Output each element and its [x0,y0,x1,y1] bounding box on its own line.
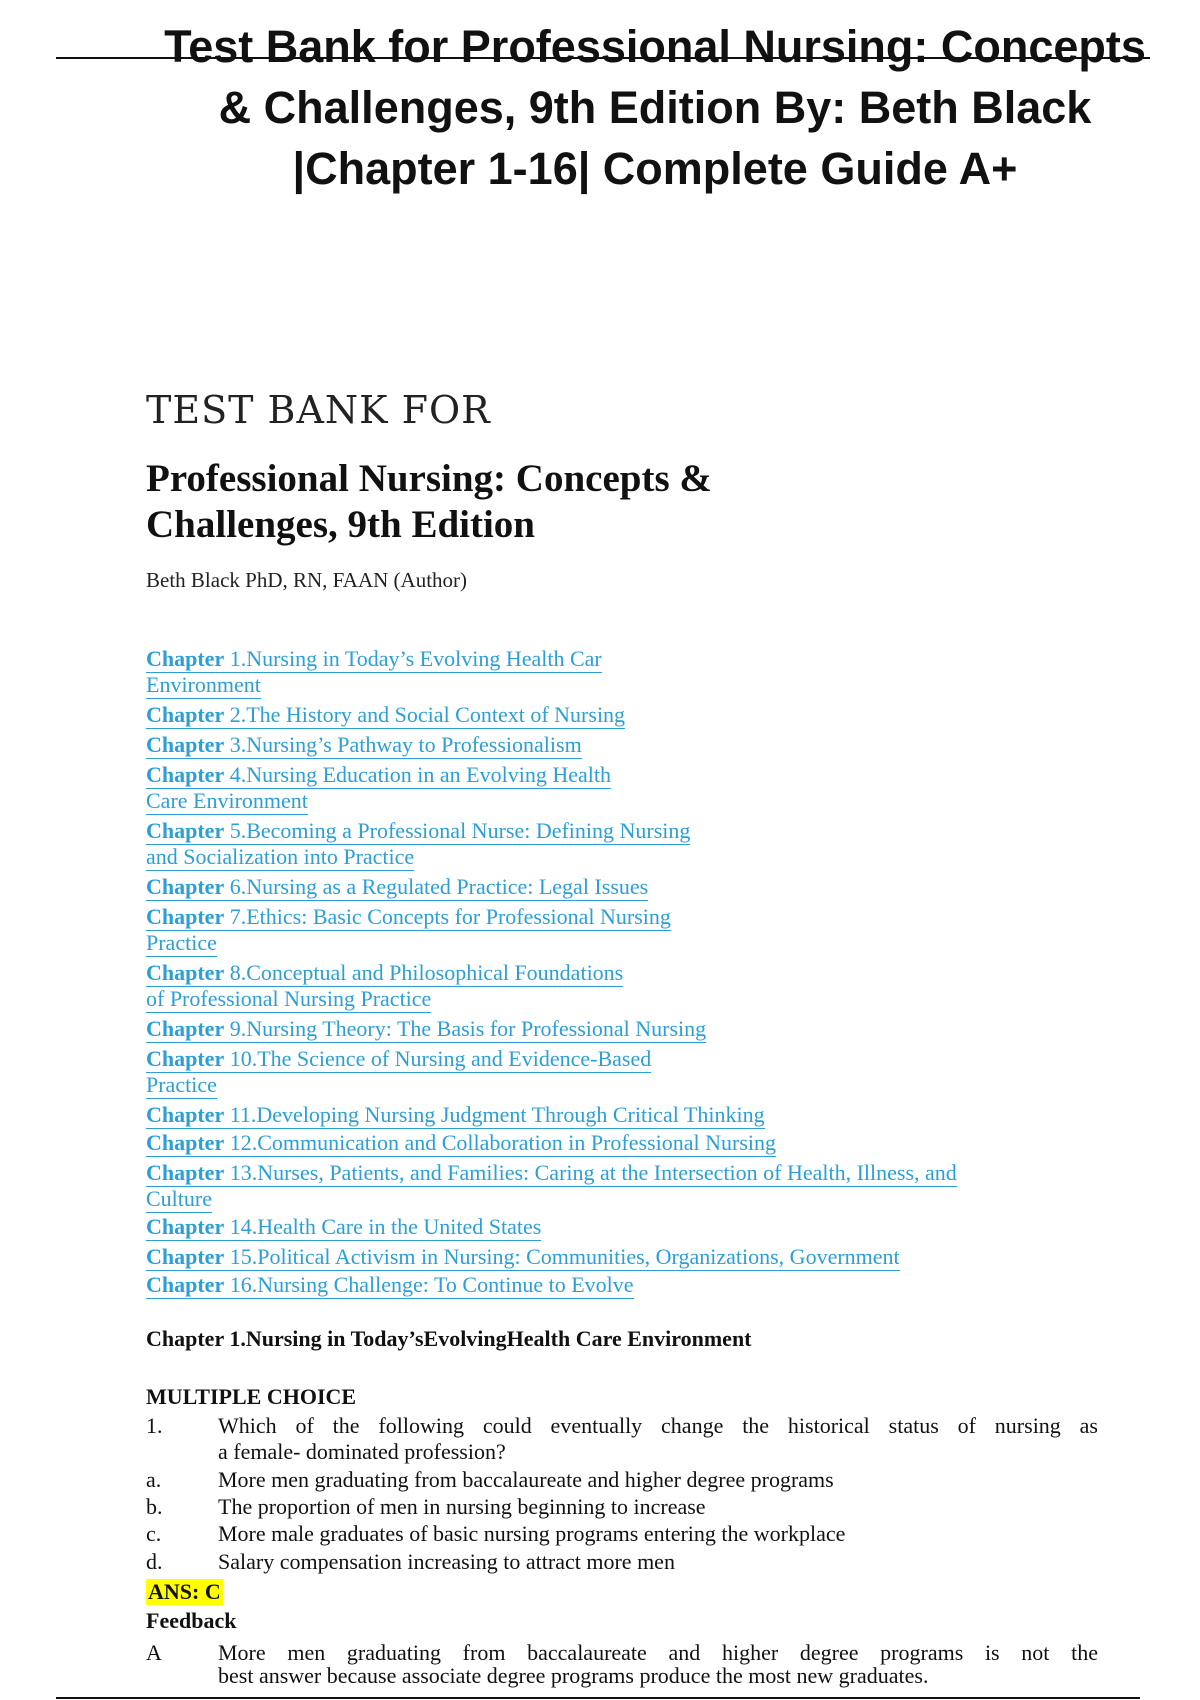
toc-title-text: and Socialization into Practice [146,844,415,869]
toc-link-line [146,1214,1046,1240]
feedback-label: A [146,1640,162,1665]
toc-title-text: 4.Nursing Education in an Evolving Health [229,762,611,787]
toc-link-text [146,1244,900,1271]
book-title [146,456,712,548]
toc-title-text: Practice [146,930,217,955]
toc-link-line [146,986,1046,1012]
toc-link-line [146,1186,1046,1212]
toc-link-chapter-2[interactable] [146,702,1046,728]
option-label: c. [146,1521,162,1546]
toc-chapter-word: Chapter [146,1130,225,1155]
toc-chapter-word: Chapter [146,1244,225,1269]
toc-chapter-word: Chapter [146,1102,225,1127]
question-text-cont [218,1439,1098,1465]
toc-link-text [146,1160,957,1187]
toc-title-text: Environment [146,672,261,697]
toc-title-text: 10.The Science of Nursing and Evidence-Based [229,1046,652,1071]
toc-title-text: 15.Political Activism in Nursing: Communities, Organizations, Government [229,1244,900,1269]
toc-link-chapter-15[interactable] [146,1244,1046,1270]
toc-chapter-word: Chapter [146,1272,225,1297]
toc-link-text [146,762,611,789]
toc-link-text [146,1016,706,1043]
option-label: a. [146,1467,162,1492]
toc-chapter-word: Chapter [146,874,225,899]
toc-link-line [146,1244,1046,1270]
toc-link-text [146,1102,765,1129]
toc-link-text [146,732,582,759]
answer-badge: ANS: C [148,1579,221,1604]
toc-link-text [146,672,261,699]
toc-link-line [146,1072,1046,1098]
feedback-text-cont [218,1663,1098,1689]
toc-title-text: 2.The History and Social Context of Nursing [229,702,626,727]
toc-link-chapter-14[interactable] [146,1214,1046,1240]
toc-title-text: 16.Nursing Challenge: To Continue to Evolve [229,1272,634,1297]
toc-link-text [146,1072,217,1099]
toc-link-chapter-5[interactable] [146,818,1046,870]
toc-title-text: 1.Nursing in Today’s Evolving Health Car [229,646,602,671]
toc-title-text: 12.Communication and Collaboration in Professional Nursing [229,1130,776,1155]
section-heading: MULTIPLE CHOICE [146,1384,357,1409]
toc-link-line [146,818,1046,844]
header-title-line: Test Bank for Professional Nursing: Concepts [164,21,1146,72]
question-number: 1. [146,1413,163,1438]
toc-chapter-word: Chapter [146,1214,225,1239]
toc-link-chapter-7[interactable] [146,904,1046,956]
toc-link-chapter-10[interactable] [146,1046,1046,1098]
toc-link-text [146,702,625,729]
toc-link-text [146,1130,776,1157]
toc-link-line [146,1016,1046,1042]
toc-chapter-word: Chapter [146,702,225,727]
feedback-heading: Feedback [146,1608,237,1633]
toc-link-line [146,1272,1046,1298]
toc-link-line [146,904,1046,930]
toc-title-text: 8.Conceptual and Philosophical Foundations [229,960,624,985]
toc-chapter-word: Chapter [146,1046,225,1071]
toc-link-line [146,1130,1046,1156]
option-text [218,1549,1098,1575]
toc-link-text [146,1046,651,1073]
toc-link-text [146,930,217,957]
header-title-line: & Challenges, 9th Edition By: Beth Black [218,82,1092,133]
toc-link-text [146,904,671,931]
option-line: More men graduating from baccalaureate and higher degree programs [218,1467,834,1492]
toc-link-line [146,672,1046,698]
toc-link-chapter-1[interactable] [146,646,1046,698]
toc-link-chapter-11[interactable] [146,1102,1046,1128]
toc-link-line [146,702,1046,728]
toc-link-line [146,930,1046,956]
toc-link-chapter-13[interactable] [146,1160,1046,1212]
toc-title-text: Culture [146,1186,212,1211]
toc-link-chapter-4[interactable] [146,762,1046,814]
toc-link-text [146,874,648,901]
option-line: Salary compensation increasing to attract more men [218,1549,675,1574]
book-title-line: Challenges, 9th Edition [146,503,535,546]
question-line: a female- dominated profession? [218,1439,506,1464]
option-text [218,1467,1098,1493]
author-line: Beth Black PhD, RN, FAAN (Author) [146,568,468,592]
table-of-contents [146,643,1046,1298]
toc-title-text: 3.Nursing’s Pathway to Professionalism [229,732,582,757]
toc-link-chapter-6[interactable] [146,874,1046,900]
footer-rule [56,1697,1140,1699]
toc-link-text [146,986,431,1013]
toc-link-line [146,788,1046,814]
toc-chapter-word: Chapter [146,762,225,787]
toc-link-line [146,1160,1046,1186]
toc-title-text: Practice [146,1072,217,1097]
toc-title-text: 7.Ethics: Basic Concepts for Professional Nursing [229,904,671,929]
question-text [218,1413,1098,1439]
toc-link-chapter-12[interactable] [146,1130,1046,1156]
option-line: The proportion of men in nursing beginning to increase [218,1494,706,1519]
toc-title-text: 14.Health Care in the United States [229,1214,542,1239]
toc-link-text [146,1186,212,1213]
toc-link-text [146,646,602,673]
toc-title-text: 13.Nurses, Patients, and Families: Caring at the Intersection of Health, Illness, and [229,1160,957,1185]
toc-title-text: 11.Developing Nursing Judgment Through Critical Thinking [229,1102,765,1127]
toc-link-text [146,1214,541,1241]
toc-chapter-word: Chapter [146,646,225,671]
toc-link-line [146,844,1046,870]
toc-link-text [146,960,623,987]
toc-link-line [146,732,1046,758]
feedback-line: best answer because associate degree programs produce the most new graduates. [218,1663,929,1688]
toc-chapter-word: Chapter [146,1160,225,1185]
toc-chapter-word: Chapter [146,960,225,985]
toc-link-chapter-9[interactable] [146,1016,1046,1042]
toc-chapter-word: Chapter [146,904,225,929]
option-label: d. [146,1549,163,1574]
toc-link-chapter-16[interactable] [146,1272,1046,1298]
toc-link-chapter-8[interactable] [146,960,1046,1012]
toc-link-chapter-3[interactable] [146,732,1046,758]
toc-link-line [146,1102,1046,1128]
toc-link-text [146,844,414,871]
feedback-line: More men graduating from baccalaureate and higher degree programs is not the [218,1640,1098,1665]
option-text [218,1521,1098,1547]
toc-link-line [146,960,1046,986]
toc-title-text: Care Environment [146,788,308,813]
toc-link-line [146,1046,1046,1072]
toc-chapter-word: Chapter [146,818,225,843]
toc-title-text: 5.Becoming a Professional Nurse: Defining Nursing [229,818,691,843]
toc-link-text [146,788,308,815]
option-label: b. [146,1494,163,1519]
question-line: Which of the following could eventually change the historical status of nursing as [218,1413,1098,1438]
header-title [120,16,1190,199]
header-title-line: |Chapter 1-16| Complete Guide A+ [292,143,1018,194]
chapter-heading: Chapter 1.Nursing in Today’sEvolvingHealth Care Environment [146,1326,752,1351]
toc-title-text: of Professional Nursing Practice [146,986,432,1011]
option-text [218,1494,1098,1520]
test-bank-label: TEST BANK FOR [146,388,491,432]
toc-chapter-word: Chapter [146,732,225,757]
option-line: More male graduates of basic nursing programs entering the workplace [218,1521,846,1546]
toc-link-text [146,1272,634,1299]
book-title-line: Professional Nursing: Concepts & [146,457,712,500]
toc-link-text [146,818,690,845]
toc-title-text: 6.Nursing as a Regulated Practice: Legal Issues [229,874,649,899]
toc-link-line [146,646,1046,672]
toc-title-text: 9.Nursing Theory: The Basis for Professional Nursing [229,1016,707,1041]
toc-link-line [146,874,1046,900]
toc-link-line [146,762,1046,788]
toc-chapter-word: Chapter [146,1016,225,1041]
